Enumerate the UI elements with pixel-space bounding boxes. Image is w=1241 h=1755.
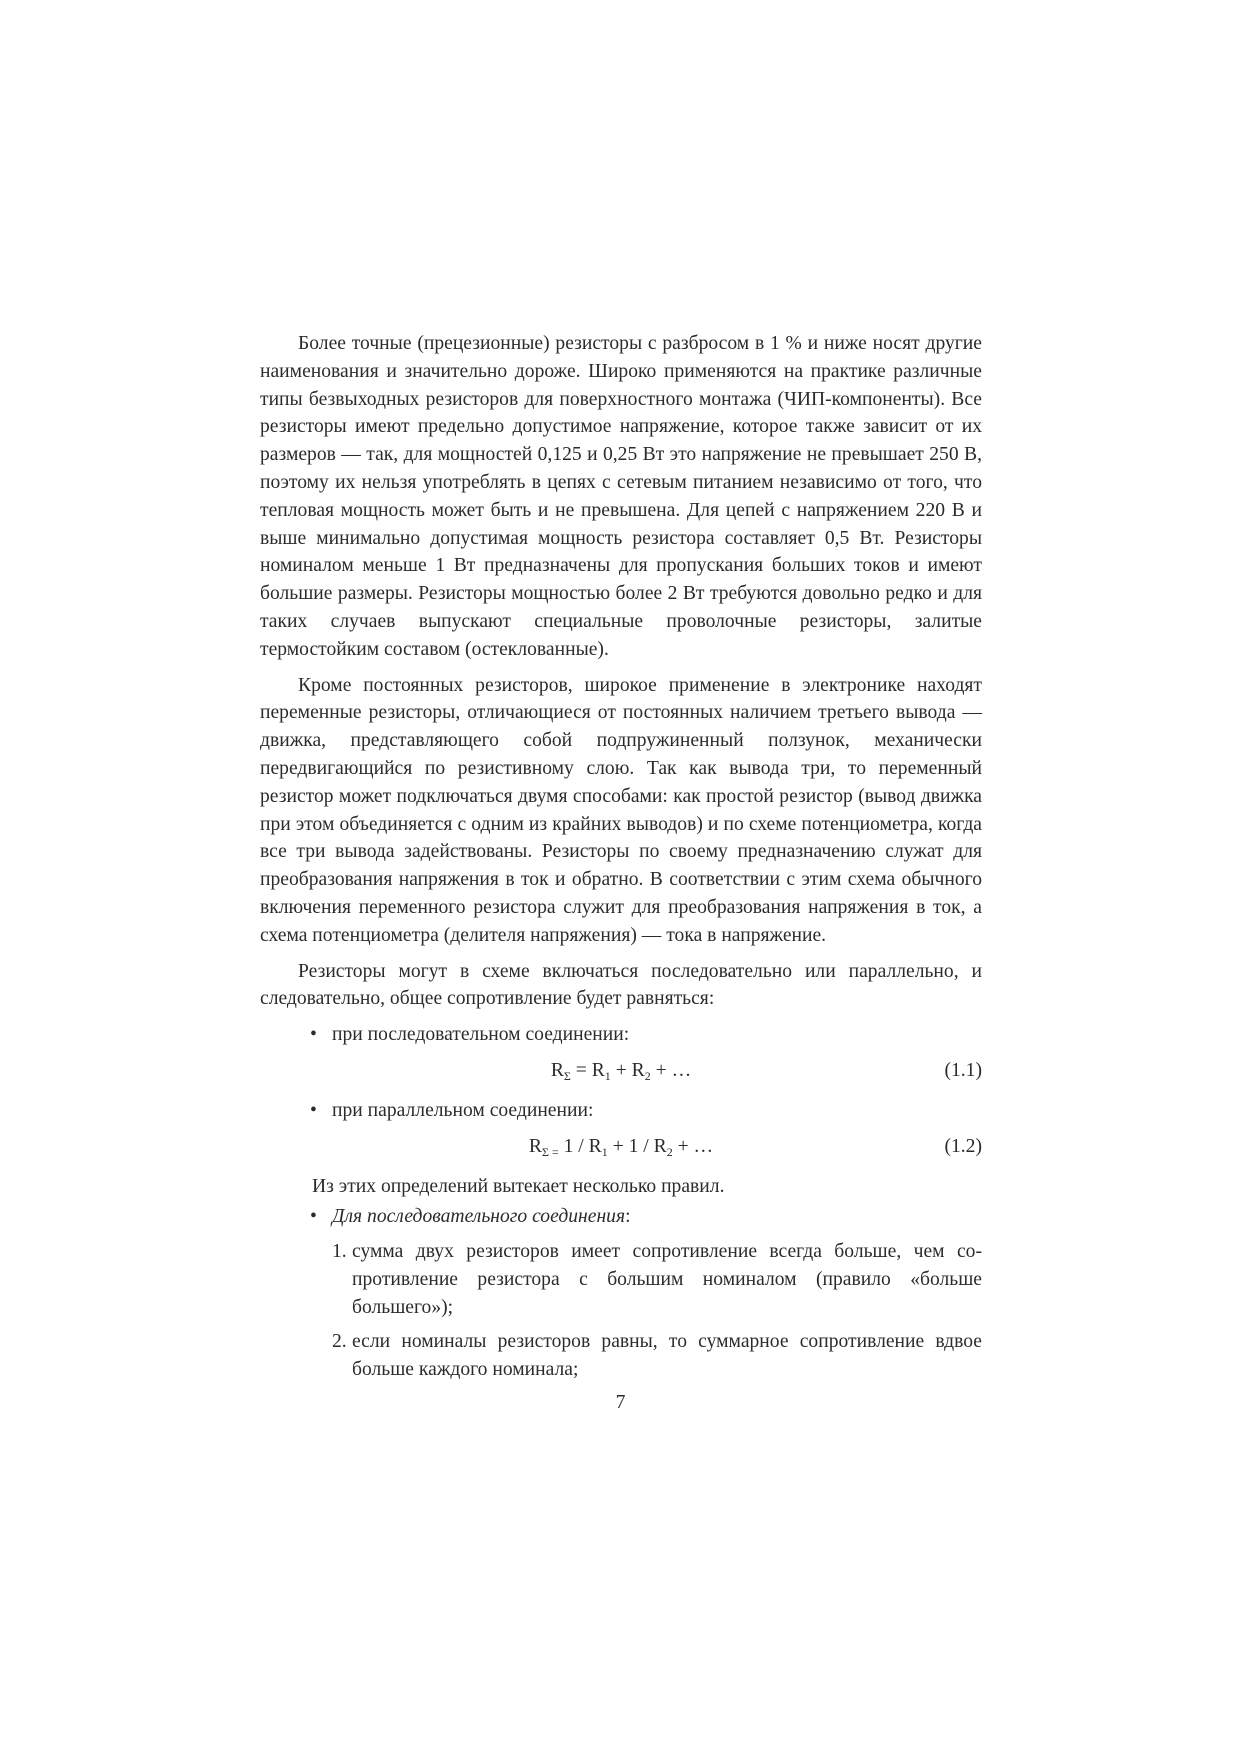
bullet-parallel-text: при параллельном соединении: [332,1099,594,1121]
rule-number: 1. [332,1241,347,1263]
formula-1-1-number: (1.1) [944,1059,982,1081]
bullet-series [260,1021,982,1049]
formula-1-2-number: (1.2) [944,1135,982,1157]
rules-heading-text: Для последовательного соединения [332,1205,626,1227]
rules-heading [260,1203,982,1231]
formula-1-2 [260,1133,982,1163]
formula-1-2-expression: $R_{\Sigma =}$ $1 / R_1 + 1 / R_2$ + … [528,1135,714,1159]
rule-item [260,1328,982,1384]
rule-text: если номиналы резисторов равны, то суммарное сопротивление вдвое больше каждого номинала; [352,1330,982,1380]
rules-intro: Из этих определений вытекает несколько правил. [312,1175,725,1197]
rule-number: 2. [332,1330,347,1352]
paragraph-variable-resistors: Кроме постоянных резисторов, широкое применение в электронике находят переменные резисторы, отличающиеся от постоянных наличием третьего вывода — движка, представляющего собой подпружиненный ползунок, механически передвигающийся по резистивному слою. Так как вывода три, то переменный резистор может подключаться двумя способами: как простой резистор (вывод движка при этом объединяется с одним из крайних выводов) и по схеме потенциометра, когда все три вывода задействованы. Резисторы по своему предназначению служат для преобразования напряжения в ток и обратно. В соответствии с этим схема обычного включения переменного резистора служит для преобразования напряжения в ток, а схема потенциометра (делителя напряжения) — тока в напряжение. [260,674,982,946]
paragraph-connection: Резисторы могут в схеме включаться последовательно или параллельно, и следовательно, общее сопротивление будет равняться: [260,960,982,1010]
formula-1-1-expression: $R_\Sigma = R_1 + R_2$ + … [550,1059,692,1083]
bullet-icon: • [310,1099,317,1121]
page-number: 7 [615,1392,626,1413]
rule-text: сумма двух резисторов имеет сопротивление всегда больше, чем сопротивление резистора с большим номиналом (правило «больше большего»); [352,1241,982,1318]
bullet-icon: • [310,1205,317,1227]
paragraph-precision-resistors: Более точные (прецезионные) резисторы с разбросом в 1 % и ниже носят другие наименования и значительно дороже. Широко применяются на практике различные типы безвыходных резисторов для поверхностного монтажа (ЧИП-компоненты). Все резисторы имеют предельно допустимое напряжение, которое также зависит от их размеров — так, для мощностей 0,125 и 0,25 Вт это напряжение не превышает 250 В, поэтому их нельзя употреблять в цепях с сетевым питанием независимо от того, что тепловая мощность может быть и не превышена. Для цепей с напряжением 220 В и выше минимально допустимая мощность резистора составляет 0,5 Вт. Резисторы номиналом меньше 1 Вт предназначены для пропускания больших токов и имеют большие размеры. Резисторы мощностью более 2 Вт требуются довольно редко и для таких случаев выпускают специальные проволочные резисторы, залитые термостойким составом (остеклованные). [260,333,982,660]
formula-1-1 [260,1057,982,1087]
body-text [260,330,982,1389]
rules-heading-colon: : [625,1205,631,1227]
bullet-icon: • [310,1024,317,1046]
bullet-parallel [260,1097,982,1125]
bullet-series-text: при последовательном соединении: [332,1024,630,1046]
rule-item [260,1238,982,1321]
